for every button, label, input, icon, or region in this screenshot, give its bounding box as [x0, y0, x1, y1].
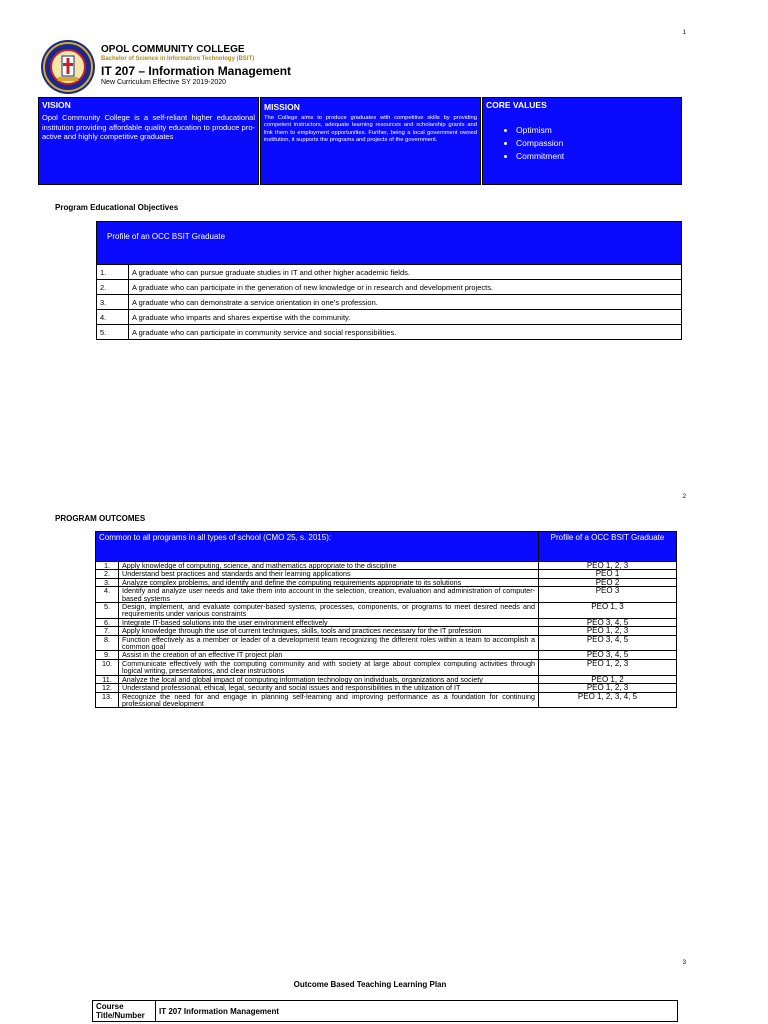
- po-text: Recognize the need for and engage in planning self-learning and improving performance as a foundation for continuing professional development: [119, 692, 539, 708]
- po-text: Design, implement, and evaluate computer-based systems, processes, components, or programs to meet desired needs and requirements under various constraints: [119, 603, 539, 619]
- po-text: Apply knowledge through the use of current techniques, skills, tools and practices necessary for the IT profession: [119, 627, 539, 635]
- otlp-title: Outcome Based Teaching Learning Plan: [293, 980, 447, 989]
- table-row: [97, 295, 682, 310]
- po-peo-map: PEO 1, 2, 3: [539, 684, 677, 692]
- college-name: OPOL COMMUNITY COLLEGE: [101, 44, 245, 55]
- po-text: Understand best practices and standards and their learning applications: [119, 570, 539, 578]
- peo-header-row: [97, 222, 682, 265]
- po-peo-map: PEO 3, 4, 5: [539, 618, 677, 626]
- po-header-row: [96, 532, 677, 562]
- po-text: Understand professional, ethical, legal, security and social issues and responsibilities in the utilization of IT: [119, 684, 539, 692]
- table-row: [96, 659, 677, 675]
- po-number: 3.: [96, 578, 119, 586]
- po-peo-map: PEO 1, 2, 3, 4, 5: [539, 692, 677, 708]
- table-row: [96, 603, 677, 619]
- po-number: 11.: [96, 675, 119, 683]
- core-value-item: • Optimism: [516, 124, 681, 137]
- table-row: [96, 635, 677, 651]
- po-number: 5.: [96, 603, 119, 619]
- table-row: [96, 587, 677, 603]
- page-number: 2: [682, 494, 686, 500]
- curriculum-effectivity: New Curriculum Effective SY 2019-2020: [101, 79, 227, 86]
- peo-section-title: Program Educational Objectives: [55, 203, 179, 212]
- peo-text: A graduate who can participate in the generation of new knowledge or in research and development projects.: [129, 280, 682, 295]
- po-text: Analyze complex problems, and identify and define the computing requirements appropriate to its solutions: [119, 578, 539, 586]
- po-number: 8.: [96, 635, 119, 651]
- degree-name: Bachelor of Science in Information Technology (BSIT): [101, 56, 255, 62]
- po-number: 13.: [96, 692, 119, 708]
- po-peo-map: PEO 1, 2, 3: [539, 562, 677, 570]
- course-title: IT 207 – Information Management: [101, 64, 292, 78]
- vision-title: VISION: [42, 100, 71, 110]
- po-header-right: Profile of a OCC BSIT Graduate: [539, 532, 677, 562]
- peo-number: 5.: [97, 325, 129, 340]
- table-row: [96, 692, 677, 708]
- peo-number: 1.: [97, 265, 129, 280]
- page-number: 1: [682, 30, 686, 36]
- po-peo-map: PEO 2: [539, 578, 677, 586]
- core-value-item: • Compassion: [516, 137, 681, 150]
- mission-text: The College aims to produce graduates with competitive skills by providing competent instructors, adequate learning resources and scholarship grants and link them to employment opportunities. Further, being a local government owned institution, it supports the programs and projects of the government.: [264, 115, 477, 143]
- po-number: 4.: [96, 587, 119, 603]
- table-row: [97, 310, 682, 325]
- table-row: [96, 627, 677, 635]
- page-number: 3: [682, 960, 686, 966]
- po-peo-map: PEO 1, 2: [539, 675, 677, 683]
- course-title-value: IT 207 Information Management: [156, 1001, 678, 1022]
- mission-title: MISSION: [264, 102, 300, 112]
- peo-number: 2.: [97, 280, 129, 295]
- po-peo-map: PEO 1: [539, 570, 677, 578]
- core-values-list: [516, 124, 681, 163]
- core-value-item: • Commitment: [516, 150, 681, 163]
- po-text: Communicate effectively with the computing community and with society at large about complex computing activities through logical writing, presentations, and clear instructions: [119, 659, 539, 675]
- po-text: Identify and analyze user needs and take them into account in the selection, creation, evaluation and administration of computer-based systems: [119, 587, 539, 603]
- peo-table: [96, 221, 682, 340]
- vision-text: Opol Community College is a self-reliant higher educational institution providing affordable quality education to produce pro-active and highly competitive graduates: [42, 113, 255, 141]
- po-table: [95, 531, 677, 708]
- po-peo-map: PEO 1, 2, 3: [539, 659, 677, 675]
- po-peo-map: PEO 1, 2, 3: [539, 627, 677, 635]
- table-row: [97, 265, 682, 280]
- po-number: 10.: [96, 659, 119, 675]
- po-text: Apply knowledge of computing, science, and mathematics appropriate to the discipline: [119, 562, 539, 570]
- po-text: Function effectively as a member or leader of a development team recognizing the different roles within a team to accomplish a common goal: [119, 635, 539, 651]
- peo-text: A graduate who imparts and shares expertise with the community.: [129, 310, 682, 325]
- po-number: 1.: [96, 562, 119, 570]
- peo-number: 4.: [97, 310, 129, 325]
- course-info-table: [92, 1000, 678, 1022]
- po-peo-map: PEO 1, 3: [539, 603, 677, 619]
- po-peo-map: PEO 3: [539, 587, 677, 603]
- po-number: 12.: [96, 684, 119, 692]
- po-text: Integrate IT-based solutions into the user environment effectively: [119, 618, 539, 626]
- peo-text: A graduate who can pursue graduate studies in IT and other higher academic fields.: [129, 265, 682, 280]
- college-logo-seal: [40, 39, 96, 95]
- po-number: 2.: [96, 570, 119, 578]
- peo-number: 3.: [97, 295, 129, 310]
- po-header-left: Common to all programs in all types of school (CMO 25, s. 2015):: [96, 532, 539, 562]
- peo-header: Profile of an OCC BSIT Graduate: [97, 222, 682, 265]
- table-row: [97, 325, 682, 340]
- po-number: 7.: [96, 627, 119, 635]
- table-row: [93, 1001, 678, 1022]
- course-title-label: Course Title/Number: [93, 1001, 156, 1022]
- peo-text: A graduate who can participate in community service and social responsibilities.: [129, 325, 682, 340]
- po-number: 6.: [96, 618, 119, 626]
- vision-box: [38, 97, 259, 185]
- table-row: [96, 684, 677, 692]
- mission-box: [260, 97, 481, 185]
- core-values-box: [482, 97, 682, 185]
- po-text: Assist in the creation of an effective IT project plan: [119, 651, 539, 659]
- po-text: Analyze the local and global impact of computing information technology on individuals, organizations and society: [119, 675, 539, 683]
- po-peo-map: PEO 3, 4, 5: [539, 635, 677, 651]
- po-number: 9.: [96, 651, 119, 659]
- po-peo-map: PEO 3, 4, 5: [539, 651, 677, 659]
- peo-text: A graduate who can demonstrate a service orientation in one’s profession.: [129, 295, 682, 310]
- core-values-title: CORE VALUES: [486, 100, 547, 110]
- po-section-title: PROGRAM OUTCOMES: [55, 514, 146, 523]
- table-row: [97, 280, 682, 295]
